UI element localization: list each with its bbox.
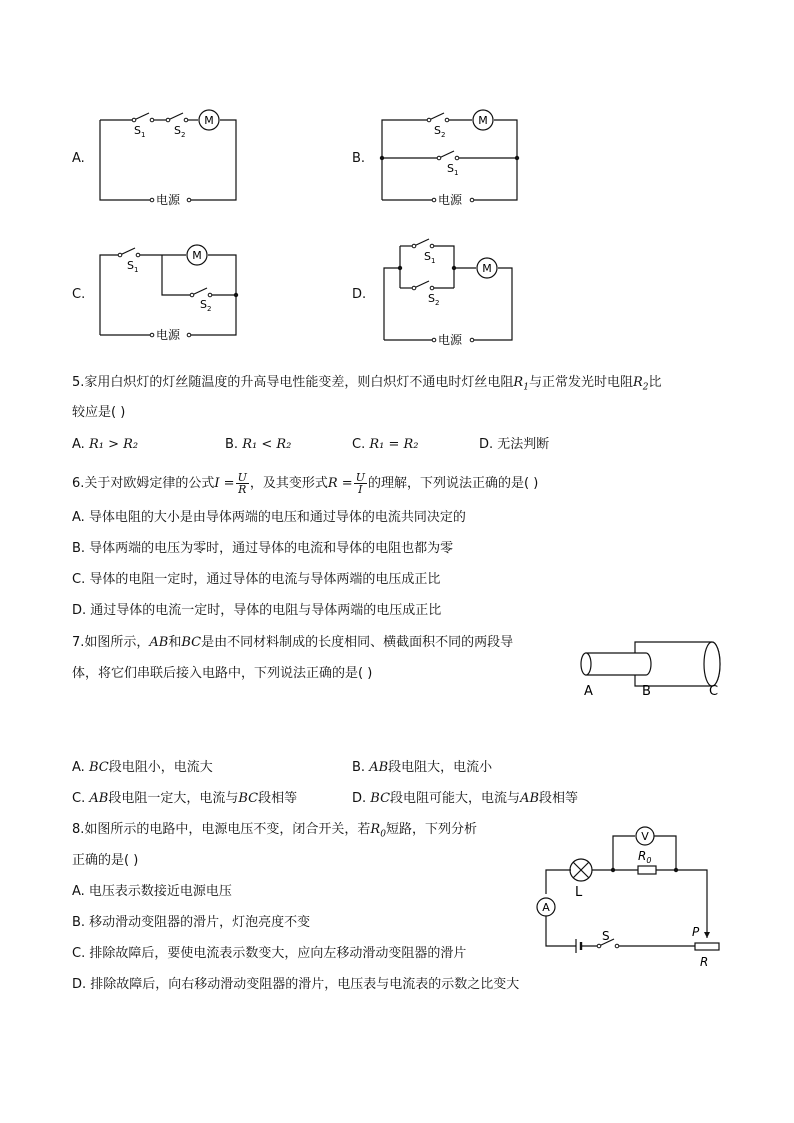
r0-label: $R_0$ bbox=[638, 849, 652, 865]
switch-s2-label: $S_2$ bbox=[428, 292, 440, 307]
switch-s1-label: $S_1$ bbox=[134, 124, 146, 139]
option-a-letter: A. bbox=[72, 151, 85, 166]
q8-option-a[interactable]: A. 电压表示数接近电源电压 bbox=[72, 884, 232, 899]
power-source-label: 电源 bbox=[156, 328, 181, 342]
q7-option-c[interactable]: C. AB段电阻一定大，电流与BC段相等 bbox=[72, 791, 298, 806]
switch-s2-label: $S_2$ bbox=[174, 124, 186, 139]
q5-option-c[interactable]: C. R₁ = R₂ bbox=[352, 437, 419, 452]
q8-option-d[interactable]: D. 排除故障后，向右移动滑动变阻器的滑片，电压表与电流表的示数之比变大 bbox=[72, 977, 520, 992]
circuit-diagram-c bbox=[94, 240, 244, 350]
ammeter-label: A bbox=[542, 901, 550, 914]
q6-option-d[interactable]: D. 通过导体的电流一定时，导体的电阻与导体两端的电压成正比 bbox=[72, 603, 442, 618]
q7-option-d[interactable]: D. BC段电阻可能大，电流与AB段相等 bbox=[352, 791, 579, 806]
motor-label: M bbox=[482, 262, 492, 275]
switch-s2-label: $S_2$ bbox=[200, 298, 212, 313]
q8-stem-line2: 正确的是( ) bbox=[72, 853, 139, 868]
label-c: C bbox=[709, 684, 719, 699]
q7-stem-line1: 7.如图所示，AB和BC是由不同材料制成的长度相同、横截面积不同的两段导 bbox=[72, 635, 514, 650]
q5-option-b[interactable]: B. R₁ < R₂ bbox=[225, 437, 292, 452]
conductor-figure bbox=[572, 632, 727, 702]
label-b: B bbox=[642, 684, 651, 699]
option-b-letter: B. bbox=[352, 151, 366, 166]
motor-label: M bbox=[204, 114, 214, 127]
q5-stem-line1: 5.家用白炽灯的灯丝随温度的升高导电性能变差，则白炽灯不通电时灯丝电阻$R_1$与正常发光时电阻$R_2$比 bbox=[72, 375, 662, 393]
power-source-label: 电源 bbox=[438, 333, 463, 347]
q7-option-b[interactable]: B. AB段电阻大，电流小 bbox=[352, 760, 493, 775]
power-source-label: 电源 bbox=[438, 193, 463, 207]
q8-stem-line1: 8.如图所示的电路中，电源电压不变，闭合开关，若$R_0$短路，下列分析 bbox=[72, 822, 477, 840]
q8-option-c[interactable]: C. 排除故障后，要使电流表示数变大，应向左移动滑动变阻器的滑片 bbox=[72, 946, 467, 961]
switch-s1-label: $S_1$ bbox=[127, 259, 139, 274]
q6-option-a[interactable]: A. 导体电阻的大小是由导体两端的电压和通过导体的电流共同决定的 bbox=[72, 510, 466, 525]
q7-stem-line2: 体，将它们串联后接入电路中，下列说法正确的是( ) bbox=[72, 666, 373, 681]
switch-s1-label: $S_1$ bbox=[447, 162, 459, 177]
lamp-label: L bbox=[575, 885, 583, 900]
q8-circuit-diagram bbox=[528, 822, 728, 972]
motor-label: M bbox=[478, 114, 488, 127]
q5-stem-line2: 较应是( ) bbox=[72, 405, 126, 420]
formula-fraction-2: $\frac{U}{I}$ bbox=[355, 471, 365, 496]
option-d-letter: D. bbox=[352, 287, 367, 302]
switch-label: S bbox=[602, 929, 610, 943]
q5-option-d[interactable]: D. 无法判断 bbox=[479, 437, 550, 452]
q8-option-b[interactable]: B. 移动滑动变阻器的滑片，灯泡亮度不变 bbox=[72, 915, 311, 930]
q6-stem: 6.关于对欧姆定律的公式I = $\frac{U}{R}$ ，及其变形式R = $\frac{U}{I}$ 的理解，下列说法正确的是( ) bbox=[72, 471, 539, 496]
rheostat-label: R bbox=[700, 955, 709, 969]
label-a: A bbox=[584, 684, 593, 699]
voltmeter-label: V bbox=[641, 830, 649, 843]
slider-label: P bbox=[692, 925, 700, 939]
q6-option-b[interactable]: B. 导体两端的电压为零时，通过导体的电流和导体的电阻也都为零 bbox=[72, 541, 454, 556]
switch-s2-label: $S_2$ bbox=[434, 124, 446, 139]
q6-option-c[interactable]: C. 导体的电阻一定时，通过导体的电流与导体两端的电压成正比 bbox=[72, 572, 441, 587]
circuit-diagram-a bbox=[94, 105, 244, 215]
formula-fraction-1: $\frac{U}{R}$ bbox=[237, 471, 247, 496]
circuit-diagram-b bbox=[374, 105, 534, 215]
motor-label: M bbox=[192, 249, 202, 262]
q5-option-a[interactable]: A. R₁ > R₂ bbox=[72, 437, 139, 452]
switch-s1-label: $S_1$ bbox=[424, 250, 436, 265]
circuit-diagram-d bbox=[374, 232, 524, 352]
option-c-letter: C. bbox=[72, 287, 86, 302]
power-source-label: 电源 bbox=[156, 193, 181, 207]
q7-option-a[interactable]: A. BC段电阻小，电流大 bbox=[72, 760, 213, 775]
